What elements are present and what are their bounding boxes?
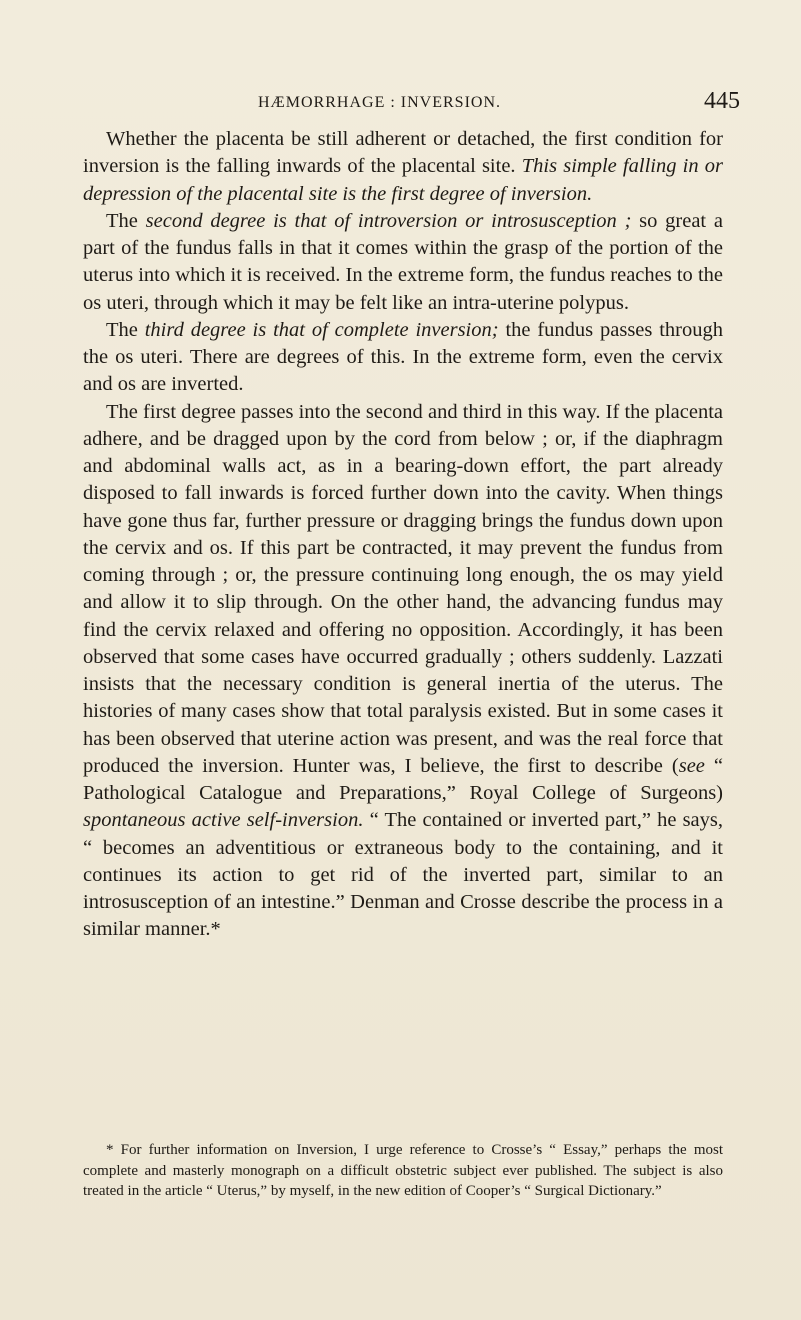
body-text — [83, 126, 723, 944]
italic-span: third degree is that of complete inversion; — [144, 318, 499, 341]
footnote-text: * For further information on Inversion, I urge reference to Crosse’s “ Essay,” perhaps the most complete and masterly monograph on a difficult obstetric subject ever published. The subject is also treated in the article “ Uterus,” by myself, in the new edition of Cooper’s “ Surgical Dictionary.” — [83, 1142, 723, 1199]
page-header — [0, 90, 801, 120]
paragraph-process — [83, 399, 723, 944]
text-span: Whether the placenta be still adherent or detached, the first condition for inversion is the falling inwards of the placental site. — [83, 128, 723, 178]
paragraph-first-degree — [83, 126, 723, 208]
text-span: “ Pathological Catalogue and Preparations,” Royal College of Surgeons) — [83, 754, 723, 804]
italic-span: see — [678, 754, 705, 777]
footnote — [83, 1140, 723, 1202]
italic-span: This simple falling in or depression of the placental site is the first degree of inversion. — [83, 155, 723, 205]
page-number: 445 — [704, 88, 740, 114]
text-span: The — [106, 209, 146, 232]
italic-span: second degree is that of introversion or introsusception ; — [145, 209, 632, 232]
italic-span: spontaneous active self-inversion. — [83, 809, 364, 832]
text-span: “ The contained or inverted part,” he says, “ becomes an adventitious or extraneous body to the containing, and it continues its action to get rid of the inverted part, similar to an introsusception of an intestine.” Denman and Crosse describe the process in a similar manner.* — [83, 809, 724, 941]
text-span: The first degree passes into the second and third in this way. If the placenta adhere, and be dragged upon by the cord from below ; or, if the diaphragm and abdominal walls act, as in a bearing-down effort, the part already disposed to fall inwards is forced further down into the cavity. When things have gone thus far, further pressure or dragging brings the fundus down upon the cervix and os. If this part be contracted, it may prevent the fundus from coming through ; or, the pressure continuing long enough, the os may yield and allow it to slip through. On the other hand, the advancing fundus may find the cervix relaxed and offering no opposition. Accordingly, it has been observed that some cases have occurred gradually ; others suddenly. Lazzati insists that the necessary condition is general inertia of the uterus. The histories of many cases show that total paralysis existed. But in some cases it has been observed that uterine action was present, and was the real force that produced the inversion. Hunter was, I believe, the first to describe ( — [83, 400, 723, 777]
text-span: so great a part of the fundus falls in that it comes within the grasp of the portion of the uterus into which it is received. In the extreme form, the fundus reaches to the os uteri, through which it may be felt like an intra-uterine polypus. — [83, 209, 723, 314]
text-span: the fundus passes through the os uteri. There are degrees of this. In the extreme form, even the cervix and os are inverted. — [83, 318, 723, 396]
paragraph-second-degree — [83, 208, 723, 317]
paragraph-third-degree — [83, 317, 723, 399]
running-head: HÆMORRHAGE : INVERSION. — [258, 94, 502, 111]
text-span: The — [106, 318, 145, 341]
